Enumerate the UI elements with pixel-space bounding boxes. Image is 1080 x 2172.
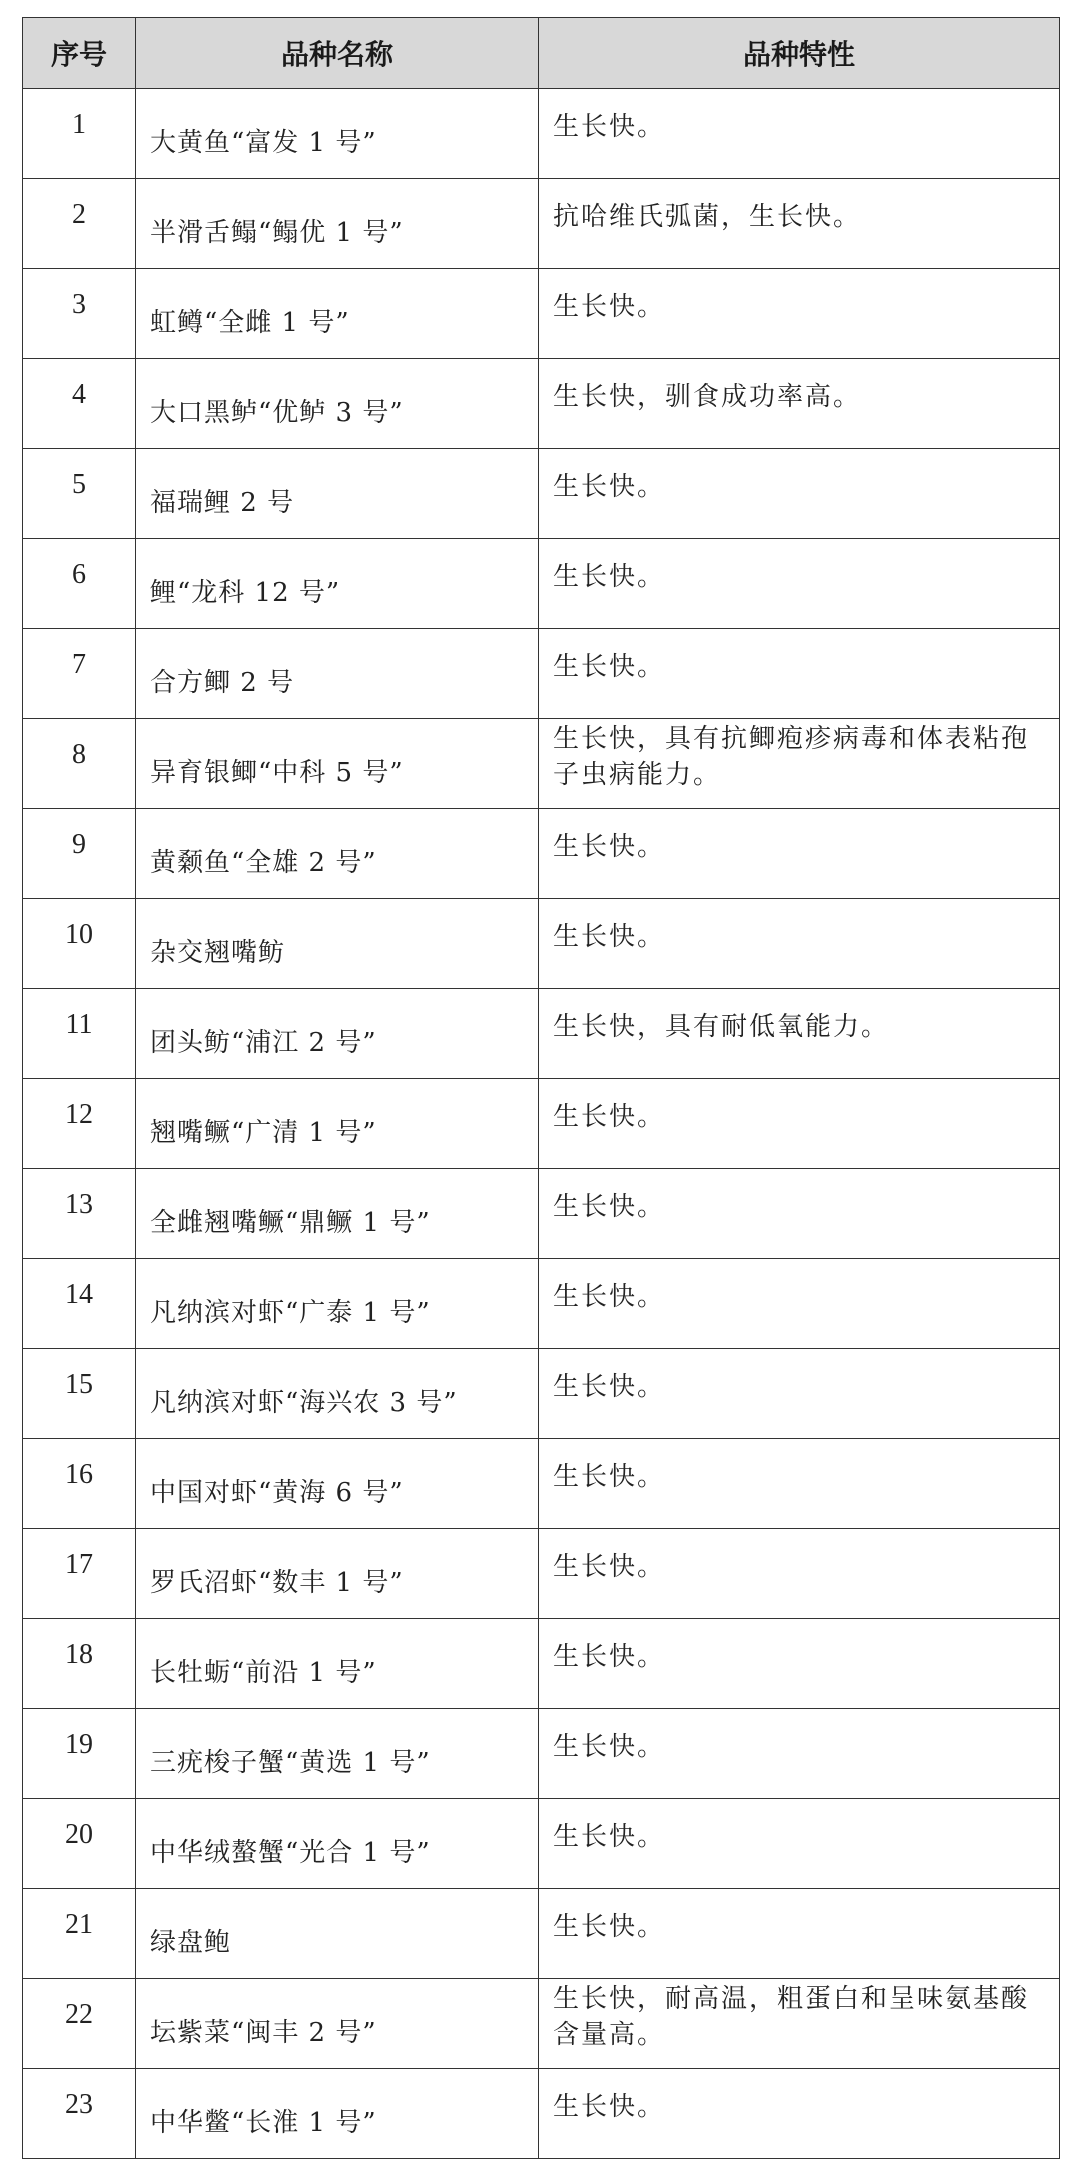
variety-trait-cell: 生长快。 bbox=[539, 539, 1060, 629]
serial-number-cell: 6 bbox=[23, 539, 136, 629]
serial-number-cell: 13 bbox=[23, 1169, 136, 1259]
table-row bbox=[23, 1349, 1060, 1439]
variety-name-cell: 坛紫菜“闽丰 2 号” bbox=[136, 1979, 539, 2069]
table-row bbox=[23, 1169, 1060, 1259]
serial-number-cell: 8 bbox=[23, 719, 136, 809]
variety-trait-cell: 生长快。 bbox=[539, 1349, 1060, 1439]
variety-name-cell: 翘嘴鳜“广清 1 号” bbox=[136, 1079, 539, 1169]
variety-name-cell: 中国对虾“黄海 6 号” bbox=[136, 1439, 539, 1529]
header-serial-number: 序号 bbox=[23, 18, 136, 89]
serial-number-cell: 5 bbox=[23, 449, 136, 539]
variety-trait-cell: 生长快，具有耐低氧能力。 bbox=[539, 989, 1060, 1079]
serial-number-cell: 12 bbox=[23, 1079, 136, 1169]
variety-trait-cell: 生长快。 bbox=[539, 269, 1060, 359]
table-row bbox=[23, 89, 1060, 179]
variety-trait-cell: 生长快。 bbox=[539, 1619, 1060, 1709]
table-row bbox=[23, 2069, 1060, 2159]
variety-trait-cell: 生长快。 bbox=[539, 2069, 1060, 2159]
variety-trait-cell: 生长快。 bbox=[539, 1799, 1060, 1889]
variety-name-cell: 长牡蛎“前沿 1 号” bbox=[136, 1619, 539, 1709]
variety-trait-cell: 生长快，耐高温，粗蛋白和呈味氨基酸含量高。 bbox=[539, 1979, 1060, 2069]
header-variety-traits: 品种特性 bbox=[539, 18, 1060, 89]
table-row bbox=[23, 989, 1060, 1079]
serial-number-cell: 23 bbox=[23, 2069, 136, 2159]
serial-number-cell: 10 bbox=[23, 899, 136, 989]
variety-trait-cell: 生长快。 bbox=[539, 809, 1060, 899]
variety-name-cell: 福瑞鲤 2 号 bbox=[136, 449, 539, 539]
variety-trait-cell: 生长快。 bbox=[539, 1169, 1060, 1259]
variety-trait-cell: 生长快，驯食成功率高。 bbox=[539, 359, 1060, 449]
variety-trait-cell: 生长快。 bbox=[539, 899, 1060, 989]
variety-trait-cell: 生长快，具有抗鲫疱疹病毒和体表粘孢子虫病能力。 bbox=[539, 719, 1060, 809]
table-row bbox=[23, 449, 1060, 539]
variety-trait-cell: 生长快。 bbox=[539, 1079, 1060, 1169]
table-row bbox=[23, 1709, 1060, 1799]
variety-trait-cell: 生长快。 bbox=[539, 1259, 1060, 1349]
variety-trait-cell: 生长快。 bbox=[539, 89, 1060, 179]
serial-number-cell: 7 bbox=[23, 629, 136, 719]
serial-number-cell: 14 bbox=[23, 1259, 136, 1349]
table-row bbox=[23, 1619, 1060, 1709]
table-row bbox=[23, 179, 1060, 269]
serial-number-cell: 20 bbox=[23, 1799, 136, 1889]
variety-name-cell: 大黄鱼“富发 1 号” bbox=[136, 89, 539, 179]
variety-trait-cell: 生长快。 bbox=[539, 1889, 1060, 1979]
table-row bbox=[23, 539, 1060, 629]
serial-number-cell: 1 bbox=[23, 89, 136, 179]
variety-name-cell: 异育银鲫“中科 5 号” bbox=[136, 719, 539, 809]
variety-name-cell: 凡纳滨对虾“广泰 1 号” bbox=[136, 1259, 539, 1349]
serial-number-cell: 16 bbox=[23, 1439, 136, 1529]
serial-number-cell: 2 bbox=[23, 179, 136, 269]
serial-number-cell: 21 bbox=[23, 1889, 136, 1979]
serial-number-cell: 11 bbox=[23, 989, 136, 1079]
table-row bbox=[23, 809, 1060, 899]
table-row bbox=[23, 1439, 1060, 1529]
header-variety-name: 品种名称 bbox=[136, 18, 539, 89]
serial-number-cell: 15 bbox=[23, 1349, 136, 1439]
variety-name-cell: 中华鳖“长淮 1 号” bbox=[136, 2069, 539, 2159]
table-row bbox=[23, 1529, 1060, 1619]
table-header bbox=[23, 18, 1060, 89]
variety-name-cell: 杂交翘嘴鲂 bbox=[136, 899, 539, 989]
variety-name-cell: 半滑舌鳎“鳎优 1 号” bbox=[136, 179, 539, 269]
variety-trait-cell: 生长快。 bbox=[539, 449, 1060, 539]
variety-name-cell: 大口黑鲈“优鲈 3 号” bbox=[136, 359, 539, 449]
variety-trait-cell: 生长快。 bbox=[539, 629, 1060, 719]
table-row bbox=[23, 629, 1060, 719]
table-row bbox=[23, 1889, 1060, 1979]
header-row bbox=[23, 18, 1060, 89]
table-body bbox=[23, 89, 1060, 2159]
variety-name-cell: 中华绒螯蟹“光合 1 号” bbox=[136, 1799, 539, 1889]
table-row bbox=[23, 1799, 1060, 1889]
table-row bbox=[23, 269, 1060, 359]
serial-number-cell: 18 bbox=[23, 1619, 136, 1709]
variety-name-cell: 绿盘鲍 bbox=[136, 1889, 539, 1979]
serial-number-cell: 9 bbox=[23, 809, 136, 899]
serial-number-cell: 19 bbox=[23, 1709, 136, 1799]
table-row bbox=[23, 1079, 1060, 1169]
serial-number-cell: 4 bbox=[23, 359, 136, 449]
variety-trait-cell: 生长快。 bbox=[539, 1709, 1060, 1799]
variety-name-cell: 凡纳滨对虾“海兴农 3 号” bbox=[136, 1349, 539, 1439]
variety-name-cell: 三疣梭子蟹“黄选 1 号” bbox=[136, 1709, 539, 1799]
variety-trait-cell: 抗哈维氏弧菌，生长快。 bbox=[539, 179, 1060, 269]
variety-name-cell: 黄颡鱼“全雄 2 号” bbox=[136, 809, 539, 899]
table-row bbox=[23, 899, 1060, 989]
variety-name-cell: 虹鳟“全雌 1 号” bbox=[136, 269, 539, 359]
table-row bbox=[23, 719, 1060, 809]
serial-number-cell: 17 bbox=[23, 1529, 136, 1619]
variety-name-cell: 合方鲫 2 号 bbox=[136, 629, 539, 719]
variety-name-cell: 全雌翘嘴鳜“鼎鳜 1 号” bbox=[136, 1169, 539, 1259]
table-row bbox=[23, 1979, 1060, 2069]
varieties-table bbox=[22, 17, 1060, 2159]
variety-name-cell: 团头鲂“浦江 2 号” bbox=[136, 989, 539, 1079]
table-row bbox=[23, 1259, 1060, 1349]
variety-trait-cell: 生长快。 bbox=[539, 1439, 1060, 1529]
variety-name-cell: 罗氏沼虾“数丰 1 号” bbox=[136, 1529, 539, 1619]
table-row bbox=[23, 359, 1060, 449]
variety-trait-cell: 生长快。 bbox=[539, 1529, 1060, 1619]
serial-number-cell: 3 bbox=[23, 269, 136, 359]
variety-name-cell: 鲤“龙科 12 号” bbox=[136, 539, 539, 629]
varieties-table-container bbox=[22, 17, 1059, 2159]
serial-number-cell: 22 bbox=[23, 1979, 136, 2069]
